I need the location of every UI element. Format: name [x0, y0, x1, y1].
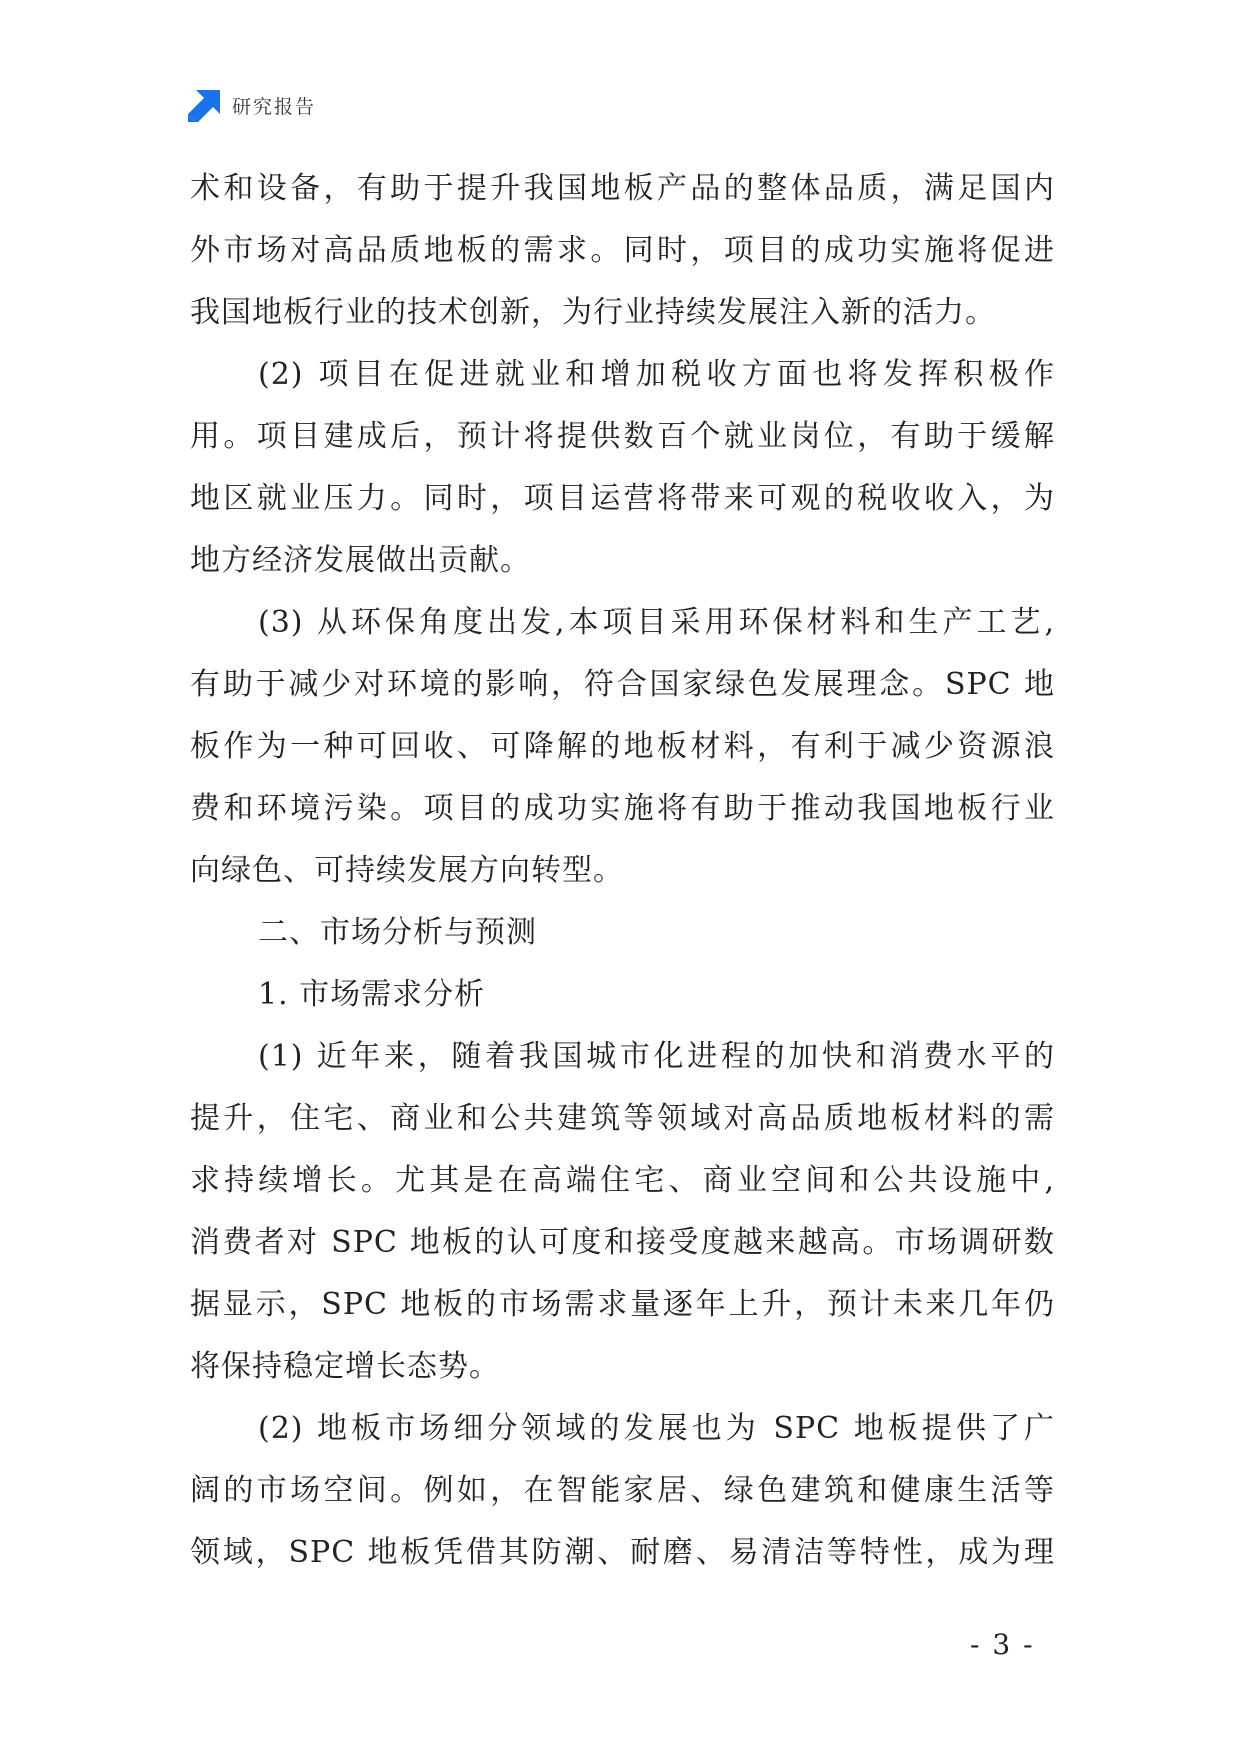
- text-line: 将保持稳定增长态势。: [190, 1349, 500, 1384]
- text-line: 求持续增长。尤其是在高端住宅、商业空间和公共设施中,: [190, 1163, 1055, 1198]
- paragraph-start-line: (2) 项目在促进就业和增加税收方面也将发挥积极作: [258, 357, 1055, 392]
- paragraph-start-line: (1) 近年来，随着我国城市化进程的加快和消费水平的: [258, 1039, 1055, 1074]
- text-line: 用。项目建成后，预计将提供数百个就业岗位，有助于缓解: [190, 419, 1055, 454]
- text-line: 向绿色、可持续发展方向转型。: [190, 853, 624, 888]
- text-line: 提升，住宅、商业和公共建筑等领域对高品质地板材料的需: [190, 1101, 1055, 1136]
- text-line: 领域，SPC 地板凭借其防潮、耐磨、易清洁等特性，成为理: [190, 1535, 1055, 1570]
- text-line: 据显示，SPC 地板的市场需求量逐年上升，预计未来几年仍: [190, 1287, 1055, 1322]
- text-line: 外市场对高品质地板的需求。同时，项目的成功实施将促进: [190, 233, 1055, 268]
- text-line: 阔的市场空间。例如，在智能家居、绿色建筑和健康生活等: [190, 1473, 1055, 1508]
- text-line: 有助于减少对环境的影响，符合国家绿色发展理念。SPC 地: [190, 667, 1055, 702]
- document-body: [190, 158, 1055, 1584]
- paragraph-start-line: (2) 地板市场细分领域的发展也为 SPC 地板提供了广: [258, 1411, 1055, 1446]
- text-line: 我国地板行业的技术创新，为行业持续发展注入新的活力。: [190, 295, 996, 330]
- report-header: [188, 88, 316, 122]
- report-header-label: 研究报告: [232, 95, 317, 118]
- section-heading: 二、市场分析与预测: [258, 915, 537, 950]
- text-line: 地方经济发展做出贡献。: [190, 543, 531, 578]
- arrow-up-right-icon: [188, 88, 222, 122]
- page-number: - 3 -: [970, 1628, 1035, 1661]
- text-line: 费和环境污染。项目的成功实施将有助于推动我国地板行业: [190, 791, 1055, 826]
- text-line: 术和设备，有助于提升我国地板产品的整体品质，满足国内: [190, 171, 1055, 206]
- paragraph-start-line: (3) 从环保角度出发,本项目采用环保材料和生产工艺,: [258, 605, 1055, 640]
- text-line: 消费者对 SPC 地板的认可度和接受度越来越高。市场调研数: [190, 1225, 1055, 1260]
- subsection-heading: 1. 市场需求分析: [258, 977, 486, 1012]
- text-line: 板作为一种可回收、可降解的地板材料，有利于减少资源浪: [190, 729, 1055, 764]
- text-line: 地区就业压力。同时，项目运营将带来可观的税收收入，为: [190, 481, 1055, 516]
